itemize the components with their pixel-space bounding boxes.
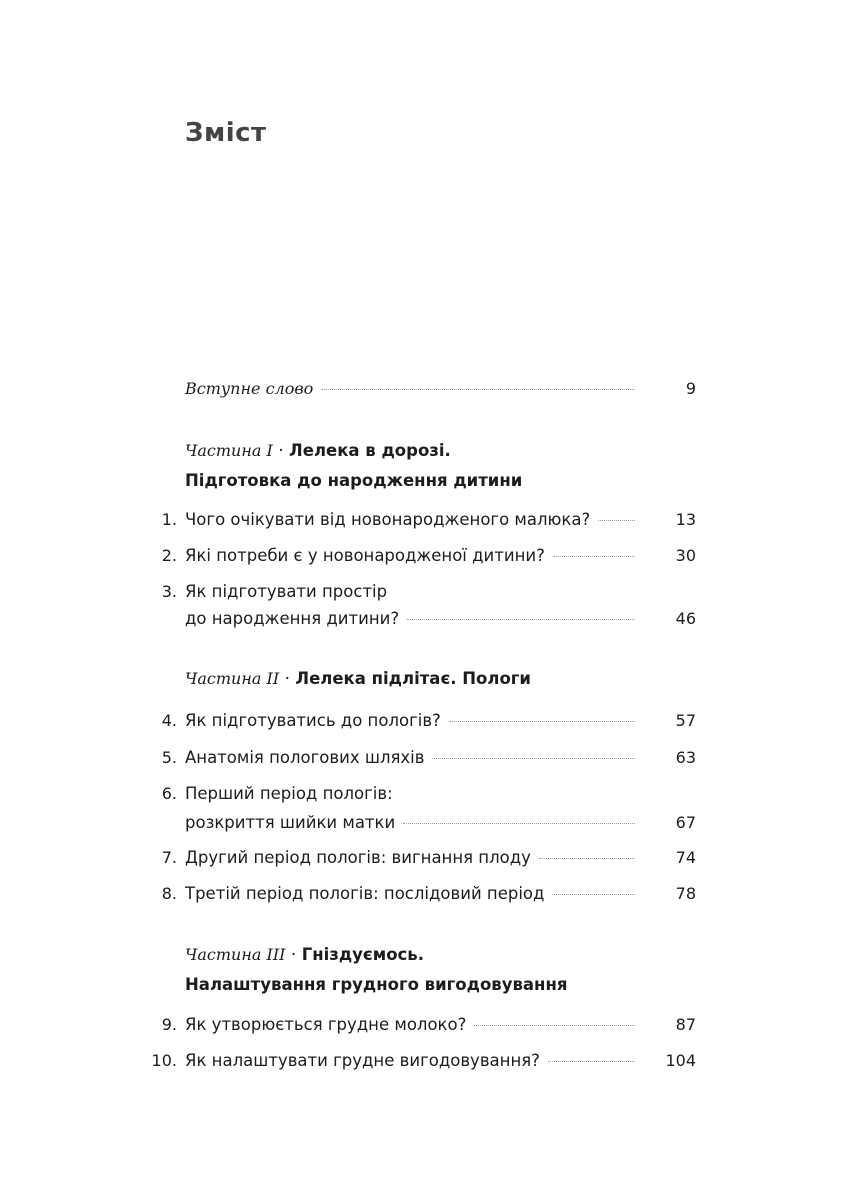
dot-leader [407, 618, 635, 620]
chapter-number: 4. [161, 711, 177, 730]
chapter-title: Які потреби є у новонародженої дитини? [185, 546, 545, 565]
part-title: Лелека підлітає. Пологи [295, 669, 531, 688]
page-number: 30 [675, 546, 696, 565]
chapter-title: Третій період пологів: послідовий період [185, 884, 545, 903]
part-separator: · [290, 945, 297, 965]
chapter-number: 1. [161, 510, 177, 529]
page-number: 46 [675, 609, 696, 628]
page-number: 57 [675, 711, 696, 730]
part-title: Лелека в дорозі. [289, 441, 451, 460]
page-number: 104 [665, 1051, 696, 1070]
chapter-title-continued: розкриття шийки матки [185, 813, 396, 832]
dot-leader [548, 1060, 635, 1062]
page-number: 9 [685, 379, 696, 398]
chapter-number: 8. [161, 884, 177, 903]
page-number: 87 [675, 1015, 696, 1034]
page-title: Зміст [185, 118, 267, 148]
toc-entry-title: Вступне слово [185, 379, 314, 398]
part-heading-3 [185, 940, 705, 1000]
page-number: 67 [675, 813, 696, 832]
part-label: Частина I [185, 441, 273, 460]
part-subtitle: Налаштування грудного вигодовування [185, 975, 568, 994]
dot-leader [321, 388, 635, 390]
page-number: 74 [675, 848, 696, 867]
dot-leader [539, 857, 635, 859]
part-heading-2 [185, 664, 705, 694]
chapter-title: Перший період пологів: [185, 784, 393, 803]
part-title: Гніздуємось. [301, 945, 425, 964]
part-separator: · [278, 441, 284, 461]
chapter-number: 9. [161, 1015, 177, 1034]
part-label: Частина III [185, 945, 286, 964]
chapter-title: Як утворюється грудне молоко? [185, 1015, 467, 1034]
chapter-number: 6. [161, 784, 177, 803]
dot-leader [598, 519, 635, 521]
page-number: 63 [675, 748, 696, 767]
chapter-title: Як підготувати простір [185, 582, 388, 601]
part-heading-1 [185, 436, 705, 496]
chapter-title: Як налаштувати грудне вигодовування? [185, 1051, 540, 1070]
dot-leader [552, 893, 635, 895]
chapter-title-continued: до народження дитини? [185, 609, 400, 628]
part-label: Частина II [185, 669, 280, 688]
chapter-title: Чого очікувати від новонародженого малюка? [185, 510, 591, 529]
dot-leader [449, 720, 635, 722]
chapter-number: 10. [151, 1051, 177, 1070]
page-number: 13 [675, 510, 696, 529]
chapter-title: Анатомія пологових шляхів [185, 748, 425, 767]
part-separator: · [284, 669, 290, 689]
part-subtitle: Підготовка до народження дитини [185, 471, 523, 490]
dot-leader [474, 1024, 635, 1026]
chapter-number: 2. [161, 546, 177, 565]
page-number: 78 [675, 884, 696, 903]
chapter-number: 5. [161, 748, 177, 767]
chapter-number: 3. [161, 582, 177, 601]
dot-leader [432, 757, 635, 759]
dot-leader [553, 555, 635, 557]
chapter-title: Другий період пологів: вигнання плоду [185, 848, 531, 867]
chapter-number: 7. [161, 848, 177, 867]
dot-leader [403, 822, 635, 824]
chapter-title: Як підготуватись до пологів? [185, 711, 441, 730]
